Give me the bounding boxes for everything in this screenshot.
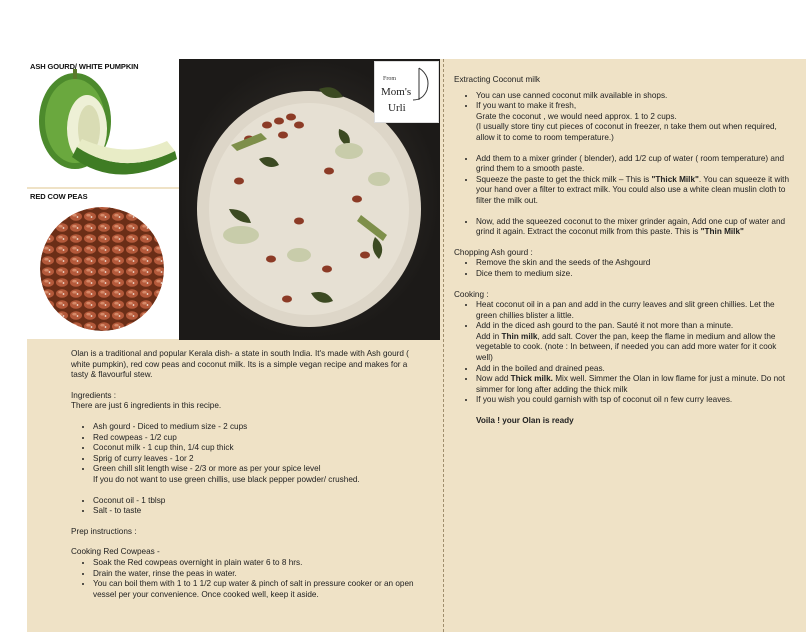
ingredients-subtitle: There are just 6 ingredients in this recipe. [71, 401, 222, 411]
thin-milk-add-post: , add salt. Cover the pan, keep the flame in medium and allow the vegetable to cook. (note : In between, if needed you can add more water for it cook well) [476, 331, 777, 363]
list-item: • Add in the boiled and drained peas. [476, 364, 792, 375]
green-chilli-text: Green chill slit length wise - 2/3 or more as per your spice level [93, 464, 321, 474]
logo-moms-text: Mom's [381, 86, 412, 98]
prep-title: Prep instructions : [71, 526, 137, 536]
coconut-list-3 [454, 217, 792, 238]
logo-urli-text: Urli [388, 102, 406, 114]
moms-urli-logo [374, 61, 439, 123]
list-item: • Add them to a mixer grinder ( blender), add 1/2 cup of water ( room temperature) and grind them to a smooth paste. [476, 154, 792, 175]
list-item [476, 374, 792, 395]
list-item [476, 321, 792, 363]
red-cow-peas-photo [27, 189, 179, 339]
thick-milk-post: . You can squeeze it with your hand over a filter to extract milk. You could also use a white clean muslin cloth to filter the milk out. [476, 174, 790, 205]
list-item: • Red cowpeas - 1/2 cup [93, 433, 426, 444]
list-item: • Drain the water, rinse the peas in water. [93, 569, 426, 580]
list-item: • Soak the Red cowpeas overnight in plain water 6 to 8 hrs. [93, 558, 426, 569]
list-item [476, 175, 792, 207]
coconut-list-2 [454, 154, 792, 207]
thick-milk-add-bold: Thick milk. [510, 374, 553, 384]
list-item: • You can boil them with 1 to 1 1/2 cup water & pinch of salt in pressure cooker or an open vessel per your convenience. Once cooked well, keep it aside. [93, 579, 426, 600]
cowpeas-title: Cooking Red Cowpeas - [71, 547, 160, 557]
thick-milk-add-pre: Now add [476, 374, 511, 384]
column-divider [443, 59, 444, 632]
ash-gourd-photo [27, 59, 179, 187]
logo-from-text: From [383, 76, 397, 82]
thick-milk-add-post: Mix well. Simmer the Olan in low flame for just a minute. Do not simmer for long after adding the thick milk [476, 374, 785, 394]
red-cow-peas-label: RED COW PEAS [30, 192, 88, 201]
list-item: • If you wish you could garnish with tsp of coconut oil n few curry leaves. [476, 395, 792, 406]
list-item [476, 217, 792, 238]
coconut-title: Extracting Coconut milk [454, 75, 541, 84]
intro-paragraph: Olan is a traditional and popular Kerala dish- a state in south India. It's made with Ash gourd ( white pumpkin), red cow peas and coconut milk. Its is a simple vegan recipe and makes for a tasty & flavourful stew. [71, 349, 409, 380]
cooking-title: Cooking : [454, 289, 489, 299]
thick-milk-bold: "Thick Milk" [651, 174, 699, 184]
thin-milk-add-pre: Add in [476, 331, 502, 341]
ash-gourd-label: ASH GOURD/ WHITE PUMPKIN [30, 62, 139, 71]
list-item: • Remove the skin and the seeds of the Ashgourd [476, 258, 792, 269]
list-item: • Sprig of curry leaves - 1or 2 [93, 454, 426, 465]
ash-gourd-illustration [27, 59, 179, 187]
thick-milk-pre: Squeeze the paste to get the thick milk – This is [476, 174, 652, 184]
list-item: • Ash gourd - Diced to medium size - 2 cups [93, 422, 426, 433]
ash-gourd-saute: • Add in the diced ash gourd to the pan. Sauté it not more than a minute. [476, 321, 734, 331]
thin-milk-bold: "Thin Milk" [700, 227, 744, 237]
green-chilli-note: If you do not want to use green chillis, use black pepper powder/ crushed. [93, 474, 360, 484]
red-cow-peas-illustration [27, 189, 179, 339]
right-column-text [454, 75, 792, 427]
grate-line: Grate the coconut , we would need approx. 1 to 2 cups. [476, 111, 677, 121]
freezer-note: (I usually store tiny cut pieces of coconut in freezer, n take them out when required, allow it to come to room temperature.) [476, 122, 777, 142]
left-column-text [71, 349, 426, 600]
list-item [93, 464, 426, 485]
thin-milk-add-bold: Thin milk [501, 331, 538, 341]
final-message: Voila ! your Olan is ready [476, 416, 574, 426]
list-item: • Dice them to medium size. [476, 269, 792, 280]
ingredients-list-extra [71, 496, 426, 517]
fresh-line: • If you want to make it fresh, [476, 101, 577, 111]
chopping-title: Chopping Ash gourd : [454, 247, 533, 257]
urli-pot-icon [375, 62, 438, 122]
list-item [476, 101, 792, 143]
list-item: • Salt - to taste [93, 506, 426, 517]
ingredients-list [71, 422, 426, 486]
chopping-list [454, 258, 792, 279]
list-item: • You can use canned coconut milk available in shops. [476, 91, 792, 102]
list-item: • Coconut oil - 1 tblsp [93, 496, 426, 507]
cooking-list [454, 300, 792, 406]
coconut-list [454, 91, 792, 144]
ingredients-title: Ingredients : [71, 390, 117, 400]
list-item: • Heat coconut oil in a pan and add in the curry leaves and slit green chillies. Let the green chillies blister a little. [476, 300, 792, 321]
cowpeas-list [71, 558, 426, 600]
thin-milk-pre: Now, add the squeezed coconut to the mixer grinder again, Add one cup of water and grind it again. Extract the coconut milk from this paste. This is [476, 216, 786, 237]
list-item: • Coconut milk - 1 cup thin, 1/4 cup thick [93, 443, 426, 454]
